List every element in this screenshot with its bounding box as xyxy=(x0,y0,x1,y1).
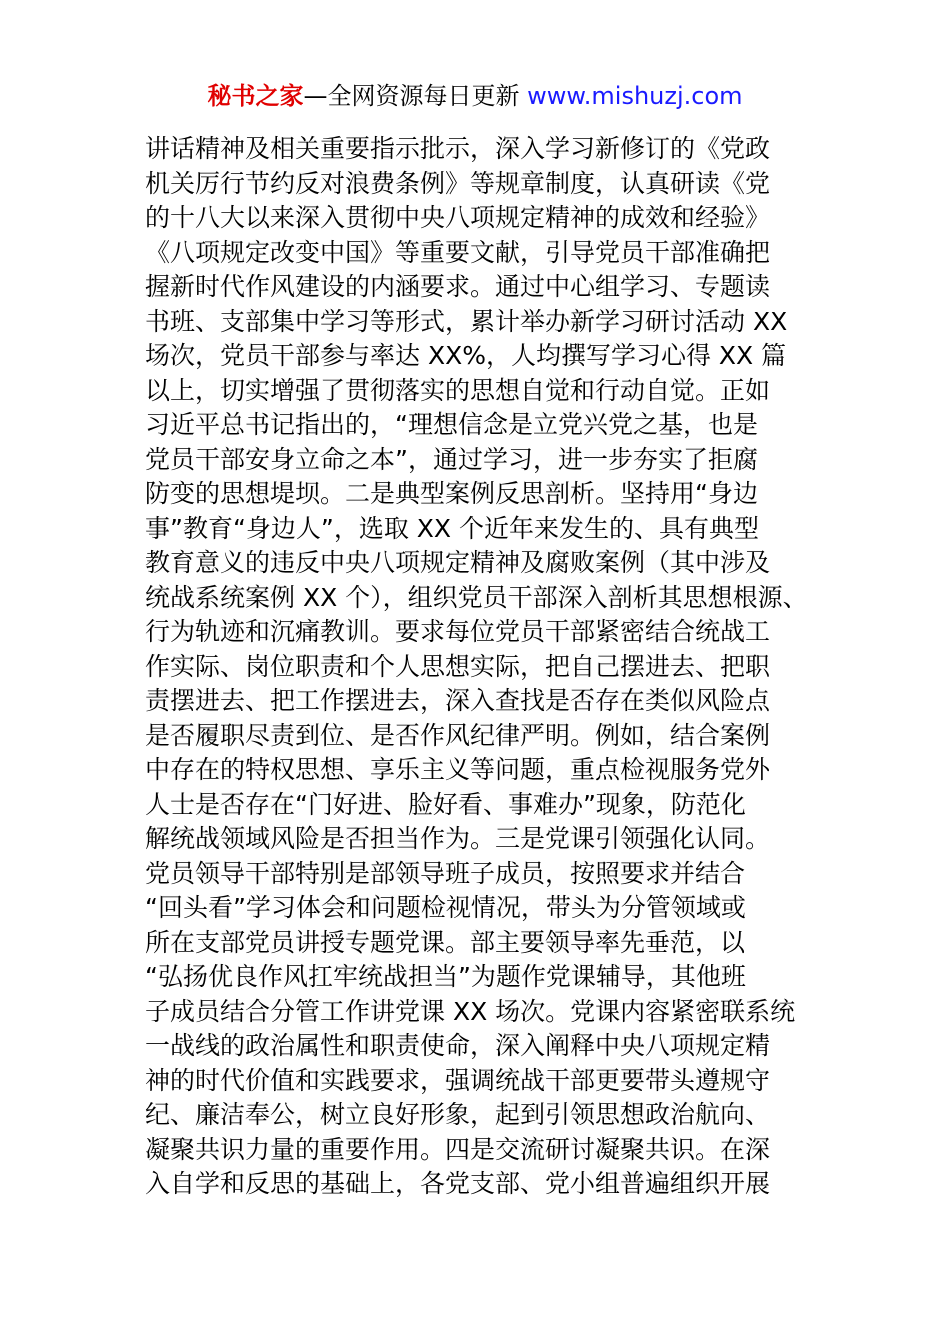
text-line: 握新时代作风建设的内涵要求。通过中心组学习、专题读 xyxy=(145,272,771,301)
text-line: 一战线的政治属性和职责使命，深入阐释中央八项规定精 xyxy=(145,1031,771,1060)
site-url-link[interactable]: www.mishuzj.com xyxy=(527,82,743,110)
site-tagline: —全网资源每日更新 xyxy=(303,82,520,110)
text-line: 机关厉行节约反对浪费条例》等规章制度，认真研读《党 xyxy=(145,168,771,198)
text-line: 教育意义的违反中央八项规定精神及腐败案例（其中涉及 xyxy=(145,548,771,577)
text-line: 党员领导干部特别是部领导班子成员，按照要求并结合 xyxy=(145,858,746,888)
text-line: 党员干部安身立命之本”，通过学习，进一步夯实了拒腐 xyxy=(145,444,758,474)
text-line: 是否履职尽责到位、是否作风纪律严明。例如，结合案例 xyxy=(145,720,771,750)
text-line: 行为轨迹和沉痛教训。要求每位党员干部紧密结合统战工 xyxy=(145,617,771,646)
text-line: 解统战领域风险是否担当作为。三是党课引领强化认同。 xyxy=(145,824,771,853)
text-line: “回头看”学习体会和问题检视情况，带头为分管领域或 xyxy=(145,893,746,922)
text-line: 习近平总书记指出的，“理想信念是立党兴党之基，也是 xyxy=(145,410,758,439)
text-line: 场次，党员干部参与率达 XX%，人均撰写学习心得 XX 篇 xyxy=(145,341,787,370)
text-line: 入自学和反思的基础上，各党支部、党小组普遍组织开展 xyxy=(145,1169,771,1198)
site-brand: 秘书之家 xyxy=(207,82,304,110)
text-line: 以上，切实增强了贯彻落实的思想自觉和行动自觉。正如 xyxy=(145,375,771,405)
text-line: 讲话精神及相关重要指示批示，深入学习新修订的《党政 xyxy=(145,134,771,163)
document-body xyxy=(145,132,815,1202)
text-line: 防变的思想堤坝。二是典型案例反思剖析。坚持用“身边 xyxy=(145,479,758,508)
text-line: 人士是否存在“门好进、脸好看、事难办”现象，防范化 xyxy=(145,789,746,819)
text-line: 《八项规定改变中国》等重要文献，引导党员干部准确把 xyxy=(145,237,771,267)
text-line: 的十八大以来深入贯彻中央八项规定精神的成效和经验》 xyxy=(145,203,771,232)
text-line: 纪、廉洁奉公，树立良好形象，起到引领思想政治航向、 xyxy=(145,1100,771,1129)
text-line: 责摆进去、把工作摆进去，深入查找是否存在类似风险点 xyxy=(145,686,771,715)
site-header xyxy=(0,80,950,112)
text-line: “弘扬优良作风扛牢统战担当”为题作党课辅导，其他班 xyxy=(145,962,746,991)
text-line: 事”教育“身边人”，选取 XX 个近年来发生的、具有典型 xyxy=(145,513,760,543)
text-line: 中存在的特权思想、享乐主义等问题，重点检视服务党外 xyxy=(145,755,771,784)
text-line: 子成员结合分管工作讲党课 XX 场次。党课内容紧密联系统 xyxy=(145,996,796,1026)
text-line: 神的时代价值和实践要求，强调统战干部更要带头遵规守 xyxy=(145,1065,771,1095)
text-line: 所在支部党员讲授专题党课。部主要领导率先垂范，以 xyxy=(145,927,746,957)
text-line: 作实际、岗位职责和个人思想实际，把自己摆进去、把职 xyxy=(145,651,771,681)
text-line: 凝聚共识力量的重要作用。四是交流研讨凝聚共识。在深 xyxy=(145,1134,771,1164)
text-line: 书班、支部集中学习等形式，累计举办新学习研讨活动 XX xyxy=(145,306,788,336)
text-line: 统战系统案例 XX 个），组织党员干部深入剖析其思想根源、 xyxy=(145,582,808,612)
